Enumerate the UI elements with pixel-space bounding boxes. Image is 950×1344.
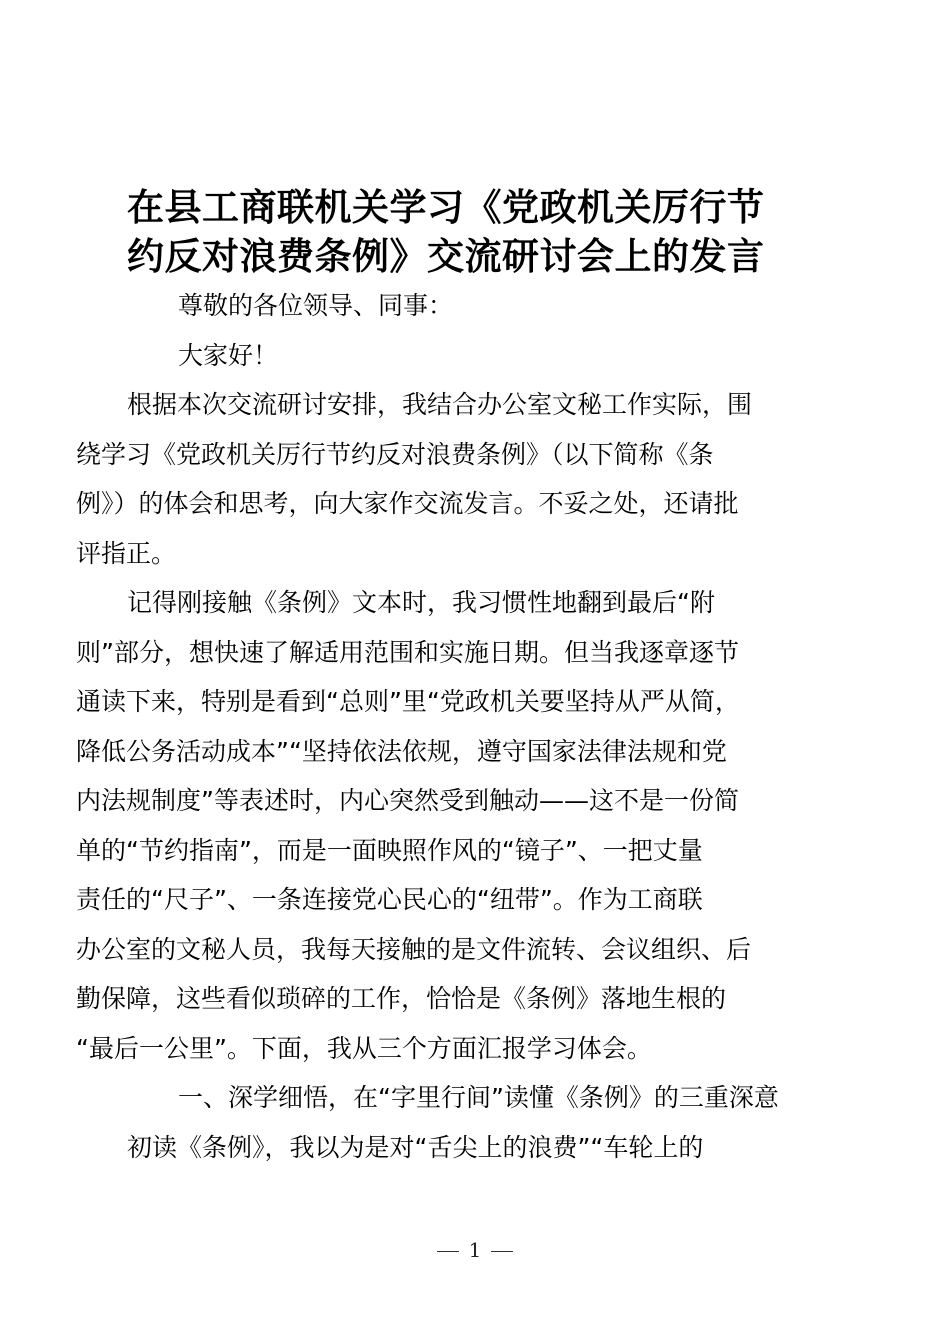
section-paragraph [127, 1123, 842, 1173]
title-line: 在县工商联机关学习《党政机关厉行节 [127, 185, 765, 229]
salutation: 尊敬的各位领导、同事： [178, 291, 454, 320]
section-heading: 一、深学细悟，在“字里行间”读懂《条例》的三重深意 [178, 1083, 779, 1112]
paragraph-line: 记得刚接触《条例》文本时，我习惯性地翻到最后“附 [127, 588, 715, 617]
greeting: 大家好！ [178, 340, 279, 370]
paragraph-line: 单的“节约指南”，而是一面映照作风的“镜子”、一把丈量 [76, 835, 703, 865]
paragraph-line: 内法规制度”等表述时，内心突然受到触动——这不是一份简 [76, 786, 739, 815]
paragraph-line: 根据本次交流研讨安排，我结合办公室文秘工作实际，围 [127, 390, 753, 419]
paragraph-line: 勤保障，这些看似琐碎的工作，恰恰是《条例》落地生根的 [76, 984, 727, 1013]
footer-dash-left [437, 1251, 459, 1252]
paragraph-line: 绕学习《党政机关厉行节约反对浪费条例》（以下简称《条 [76, 439, 714, 469]
document-body [76, 281, 842, 1172]
reflection-paragraph [76, 578, 842, 1073]
paragraph-line: 办公室的文秘人员，我每天接触的是文件流转、会议组织、后 [76, 934, 752, 964]
title-line: 约反对浪费条例》交流研讨会上的发言 [127, 234, 765, 278]
paragraph-line: 通读下来，特别是看到“总则”里“党政机关要坚持从严从简， [76, 687, 740, 716]
paragraph-line: 评指正。 [76, 538, 177, 568]
document-title [127, 183, 837, 281]
page-number: 1 [468, 1238, 482, 1262]
paragraph-line: 则”部分，想快速了解适用范围和实施日期。但当我逐章逐节 [76, 637, 739, 667]
footer-dash-right [491, 1251, 513, 1252]
paragraph-line: 降低公务活动成本”“坚持依法依规，遵守国家法律法规和党 [76, 736, 727, 766]
paragraph-line: 责任的“尺子”、一条连接党心民心的“纽带”。作为工商联 [76, 885, 703, 914]
paragraph-line: 初读《条例》，我以为是对“舌尖上的浪费”“车轮上的 [127, 1132, 704, 1162]
page-footer [0, 1238, 950, 1262]
intro-paragraph [76, 380, 842, 578]
paragraph-line: 例》）的体会和思考，向大家作交流发言。不妥之处，还请批 [76, 489, 739, 518]
paragraph-line: “最后一公里”。下面，我从三个方面汇报学习体会。 [76, 1033, 652, 1063]
